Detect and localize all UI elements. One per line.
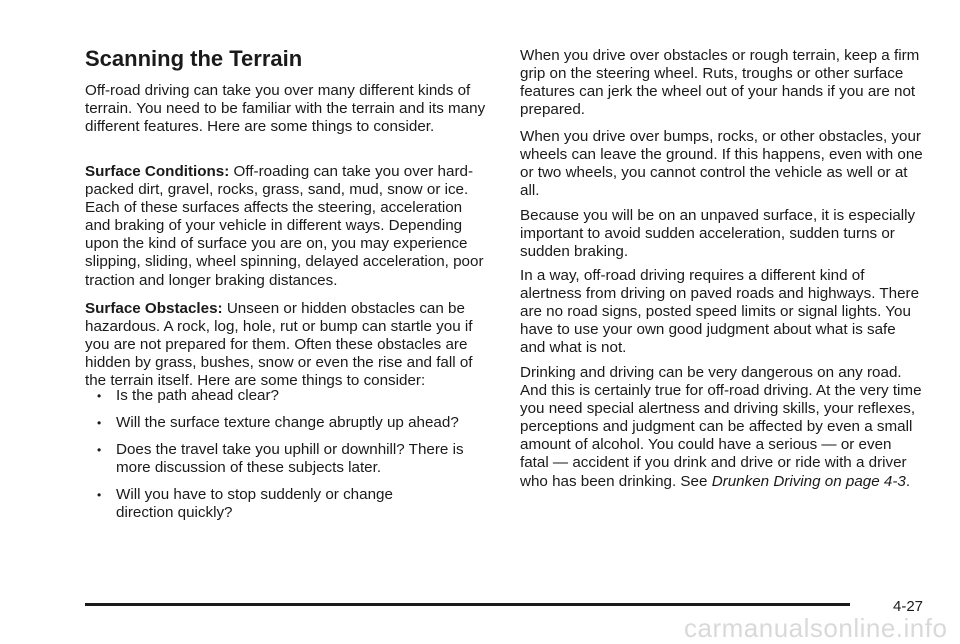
paragraph-bumps: When you drive over bumps, rocks, or other obstacles, your wheels can leave the ground. If this happens, even with one or two wheels, you cannot control the vehicle as well or at all. (520, 128, 923, 200)
list-item: • Will the surface texture change abruptly up ahead? (97, 414, 459, 431)
intro-paragraph: Off-road driving can take you over many different kinds of terrain. You need to be familiar with the terrain and its many different features. Here are some things to consider. (85, 82, 486, 136)
surface-conditions-text: Off-roading can take you over hard-packed dirt, gravel, rocks, grass, sand, mud, snow or ice. Each of these surfaces affects the steering, acceleration and braking of your vehicle in different ways. Depending upon the kind of surface you are on, you may experience slipping, sliding, wheel spinning, delayed acceleration, poor traction and longer braking distances. (85, 163, 484, 289)
bullet-icon: • (97, 416, 102, 430)
footer-rule (85, 603, 850, 606)
list-item: • Will you have to stop suddenly or change direction quickly? (97, 486, 393, 522)
surface-conditions-label: Surface Conditions: (85, 163, 230, 180)
watermark: carmanualsonline.info (684, 613, 948, 643)
bullet-icon: • (97, 488, 102, 502)
bullet-icon: • (97, 443, 102, 457)
cross-reference-link: Drunken Driving on page 4-3 (711, 472, 906, 490)
surface-conditions-paragraph (85, 163, 487, 290)
surface-obstacles-paragraph (85, 300, 487, 390)
surface-obstacles-text: Unseen or hidden obstacles can be hazardous. A rock, log, hole, rut or bump can startle you if you are not prepared for them. Often these obstacles are hidden by grass, bushes, snow or even the rise and fall of the terrain itself. Here are some things to consider: (85, 300, 473, 390)
paragraph-grip: When you drive over obstacles or rough terrain, keep a firm grip on the steering wheel. Ruts, troughs or other surface features can jerk the wheel out of your hands if you are not prepared. (520, 47, 920, 119)
page-number: 4-27 (893, 598, 924, 615)
bullet-icon: • (97, 389, 102, 403)
page-title: Scanning the Terrain (85, 46, 303, 71)
surface-obstacles-label: Surface Obstacles: (85, 300, 223, 317)
paragraph-drinking: Drinking and driving can be very dangerous on any road. And this is certainly true for off-road driving. At the very time you need special alertness and driving skills, your reflexes, perceptions and judgment can be affected by even a small amount of alcohol. You could have a serious — or even fatal — accident if you drink and drive or ride with a driver who has been drinking. See Drunken Driving on page 4-3. (520, 364, 922, 490)
list-item: • Is the path ahead clear? (97, 387, 279, 404)
paragraph-alertness: In a way, off-road driving requires a different kind of alertness from driving on paved roads and highways. There are no road signs, posted speed limits or signal lights. You have to use your own good judgment about what is safe and what is not. (520, 267, 920, 357)
paragraph-unpaved: Because you will be on an unpaved surface, it is especially important to avoid sudden acceleration, sudden turns or sudden braking. (520, 207, 916, 261)
list-item: • Does the travel take you uphill or downhill? There is more discussion of these subjects later. (97, 441, 464, 477)
